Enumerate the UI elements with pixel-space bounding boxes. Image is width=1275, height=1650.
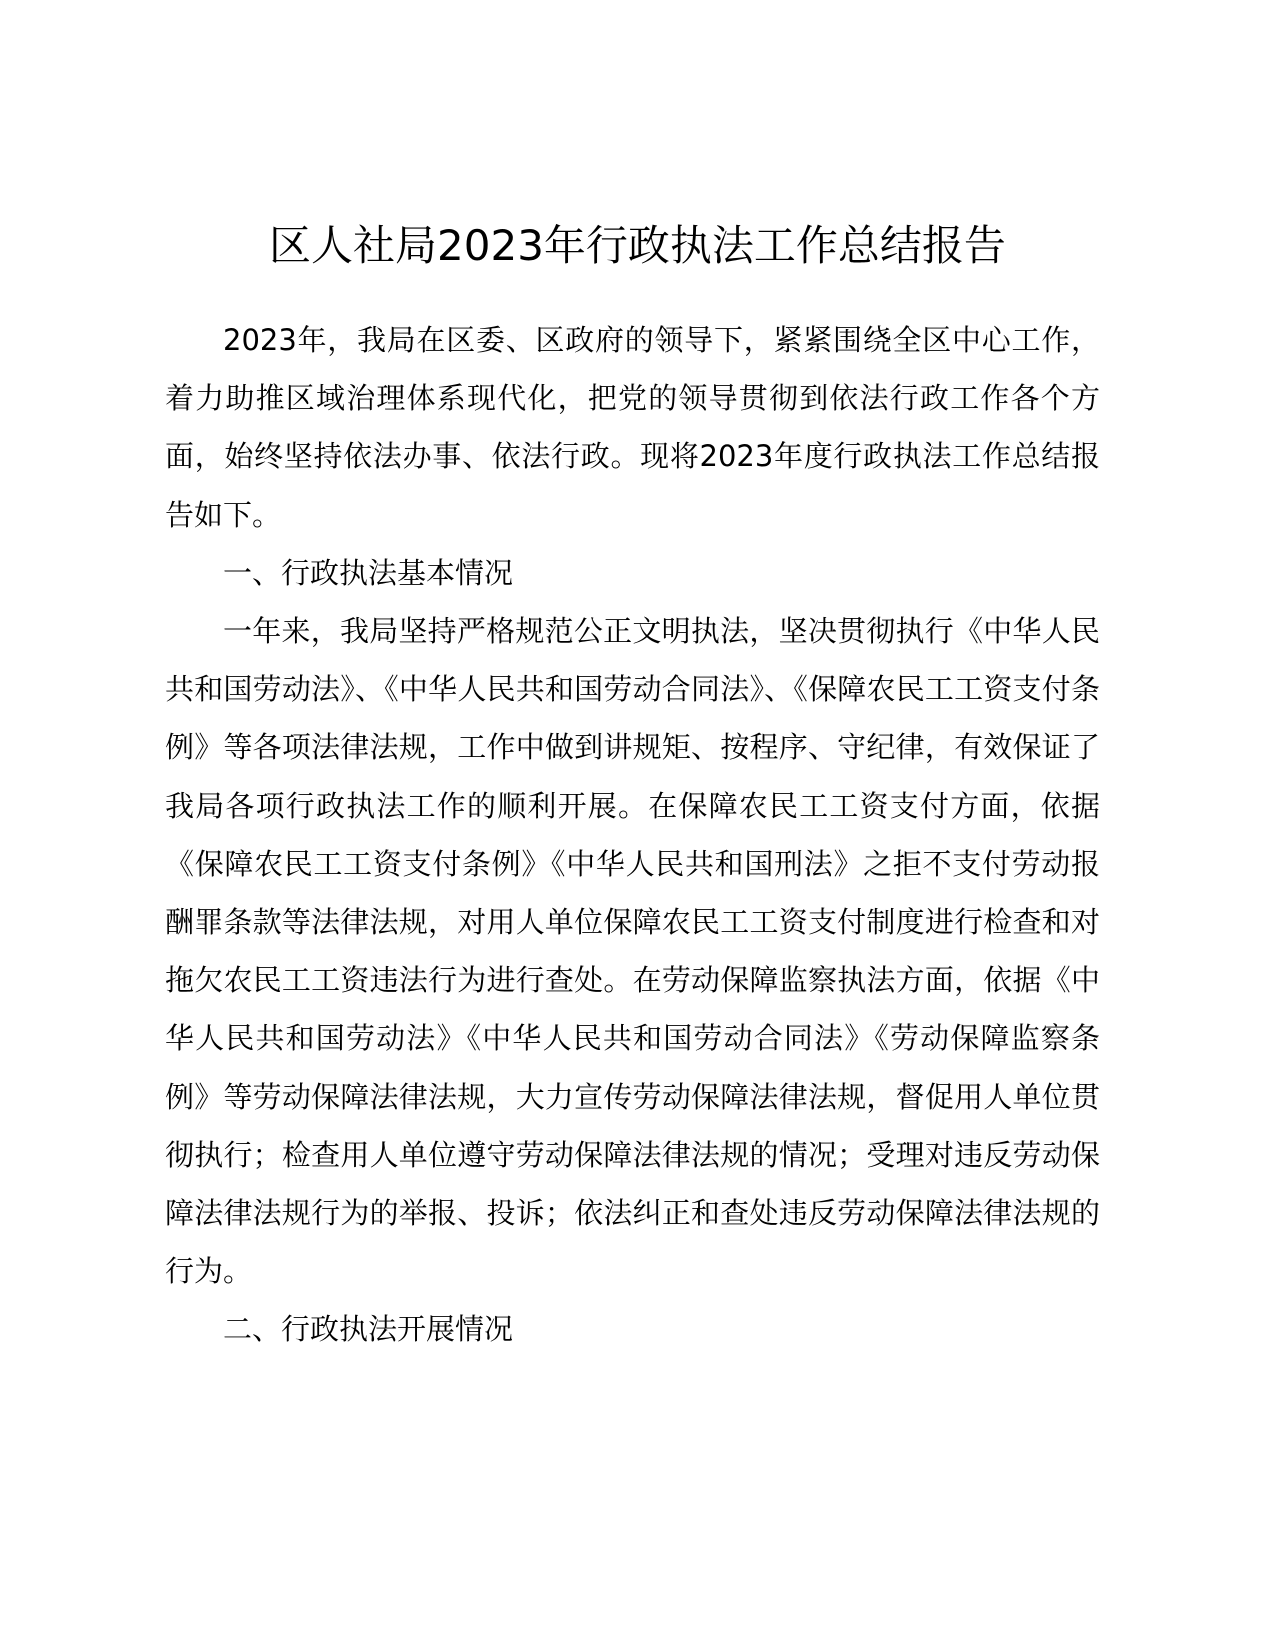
section-heading-1: 一、行政执法基本情况 (223, 555, 514, 590)
section-heading-2: 二、行政执法开展情况 (223, 1312, 514, 1347)
document-title: 区人社局2023年行政执法工作总结报告 (269, 221, 1006, 270)
section-1-paragraph: 一年来，我局坚持严格规范公正文明执法，坚决贯彻执行《中华人民共和国劳动法》、《中华人民共和国劳动合同法》、《保障农民工工资支付条例》等各项法律法规，工作中做到讲规矩、按程序、守纪律，有效保证了我局各项行政执法工作的顺利开展。在保障农民工工资支付方面，依据《保障农民工工资支付条例》《中华人民共和国刑法》之拒不支付劳动报酬罪条款等法律法规，对用人单位保障农民工工资支付制度进行检查和对拖欠农民工工资违法行为进行查处。在劳动保障监察执法方面，依据《中华人民共和国劳动法》《中华人民共和国劳动合同法》《劳动保障监察条例》等劳动保障法律法规，大力宣传劳动保障法律法规，督促用人单位贯彻执行；检查用人单位遵守劳动保障法律法规的情况；受理对违反劳动保障法律法规行为的举报、投诉；依法纠正和查处违反劳动保障法律法规的行为。 (165, 614, 1100, 1289)
intro-paragraph: 2023年，我局在区委、区政府的领导下，紧紧围绕全区中心工作，着力助推区域治理体系现代化，把党的领导贯彻到依法行政工作各个方面，始终坚持依法办事、依法行政。现将2023年度行政执法工作总结报告如下。 (165, 323, 1100, 532)
document-body (165, 311, 1100, 1359)
